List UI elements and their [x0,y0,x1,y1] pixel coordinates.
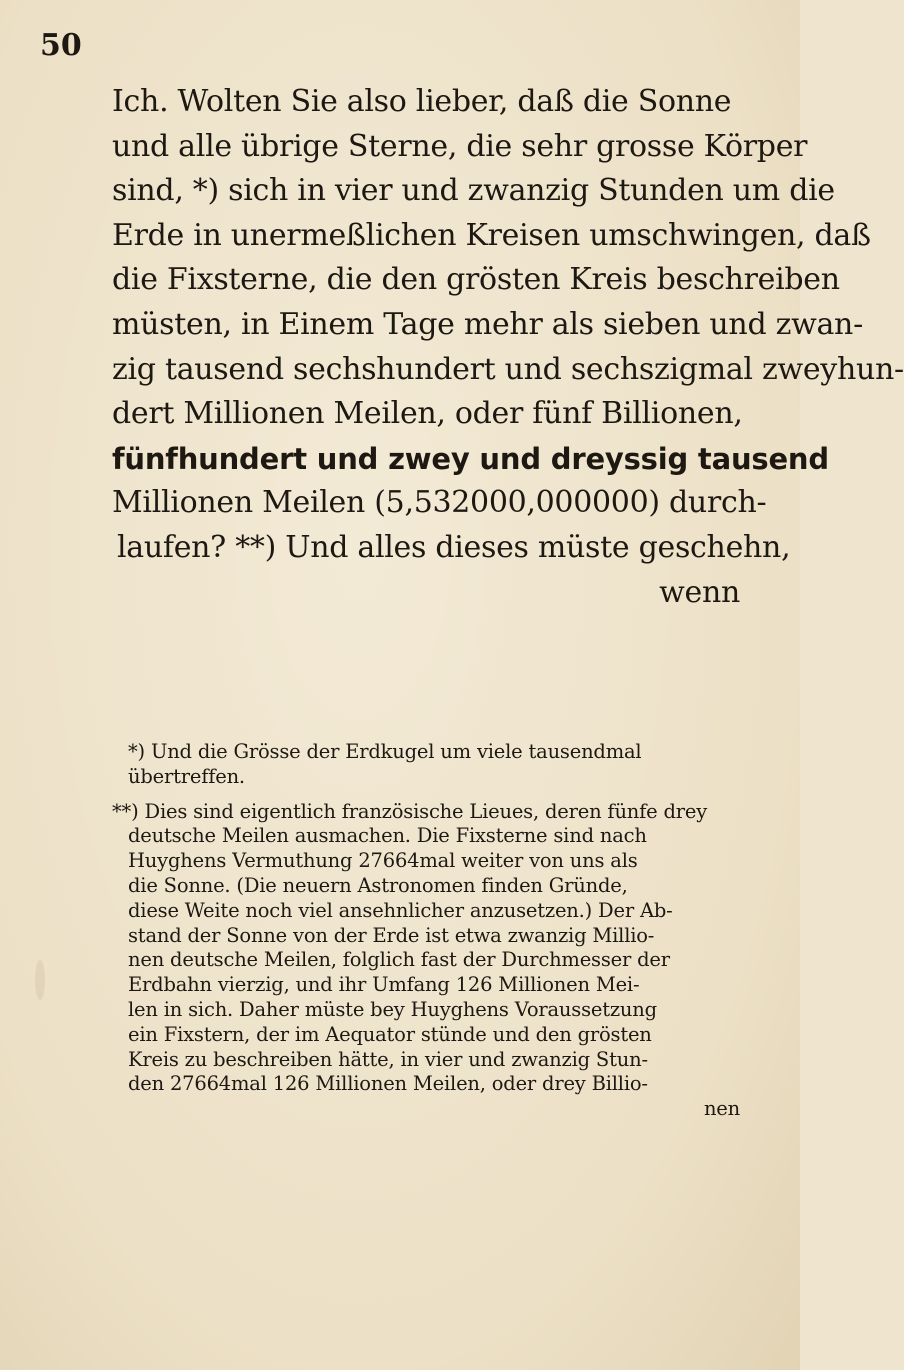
text-line: Ich. Wolten Sie also lieber, daß die Sonne [112,84,732,119]
footnote-line: Erdbahn vierzig, und ihr Umfang 126 Millionen Mei- [128,973,640,997]
footnote-line: Kreis zu beschreiben hätte, in vier und zwanzig Stun- [128,1047,648,1071]
text-line: laufen? **) Und alles dieses müste geschehn, [117,529,791,565]
footnote-gap [112,790,792,800]
footnotes-block [112,740,792,1122]
footnote-line: *) Und die Grösse der Erdkugel um viele tausendmal [128,740,642,763]
footnote-line: **) Dies sind eigentlich französische Lieues, deren fünfe drey [112,799,708,823]
text-line: dert Millionen Meilen, oder fünf Billionen, [112,396,743,432]
text-line: die Fixsterne, die den grösten Kreis beschreiben [112,262,840,298]
text-line: und alle übrige Sterne, die sehr grosse Körper [112,128,808,164]
footnote-line: übertreffen. [128,764,245,788]
catchword: wenn [659,574,740,610]
text-line: Millionen Meilen (5,532000,000000) durch- [112,485,767,521]
text-line: sind, *) sich in vier und zwanzig Stunden um die [112,173,835,209]
footnote-line: ein Fixstern, der im Aequator stünde und den grösten [128,1022,652,1046]
footnote-line: stand der Sonne von der Erde ist etwa zwanzig Millio- [128,923,655,947]
paper-stain [35,960,45,1000]
main-text-block [112,80,904,615]
footnote-line: len in sich. Daher müste bey Huyghens Voraussetzung [128,997,657,1021]
text-line-emphasis: fünfhundert und zwey und dreyssig tausend [112,441,829,476]
footnote-line: nen deutsche Meilen, folglich fast der Durchmesser der [128,948,670,972]
footnote-line: deutsche Meilen ausmachen. Die Fixsterne sind nach [128,824,647,848]
text-line: zig tausend sechshundert und sechszigmal zweyhun- [112,351,904,387]
text-line: müsten, in Einem Tage mehr als sieben und zwan- [112,306,863,342]
footnote-line: den 27664mal 126 Millionen Meilen, oder drey Billio- [128,1072,648,1096]
text-line: Erde in unermeßlichen Kreisen umschwingen, daß [112,217,871,253]
footnote-line: diese Weite noch viel ansehnlicher anzusetzen.) Der Ab- [128,898,673,922]
page-number: 50 [40,28,82,63]
footnote-catchword: nen [703,1097,740,1121]
footnote-line: Huyghens Vermuthung 27664mal weiter von uns als [128,849,638,873]
footnote-line: die Sonne. (Die neuern Astronomen finden Gründe, [128,873,628,897]
